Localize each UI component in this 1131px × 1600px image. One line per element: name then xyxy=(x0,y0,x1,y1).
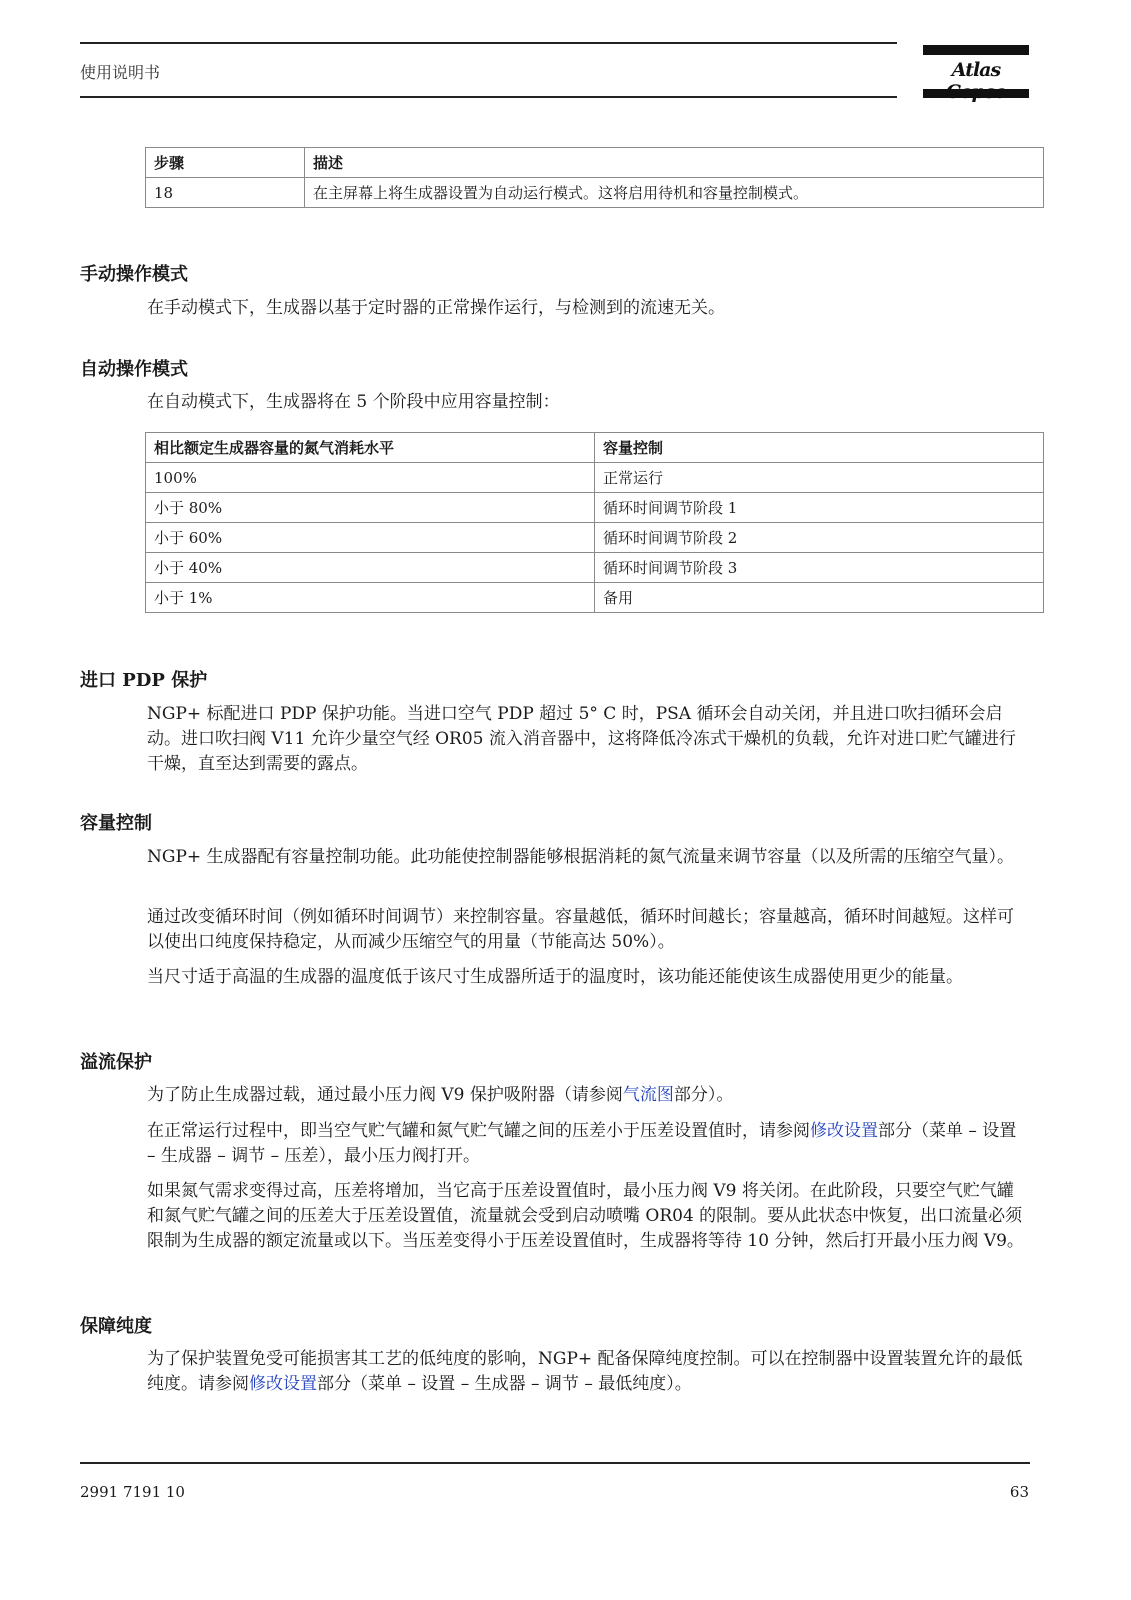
column-header-description: 描述 xyxy=(305,148,1044,178)
section-heading-capacity-control: 容量控制 xyxy=(80,813,152,834)
section-heading-inlet-pdp: 进口 PDP 保护 xyxy=(80,670,208,691)
header-rule-top xyxy=(80,42,897,44)
overflow-paragraph-2 xyxy=(147,1119,1029,1169)
table-row xyxy=(146,523,1044,553)
table-header-row xyxy=(146,433,1044,463)
column-header-consumption-level: 相比额定生成器容量的氮气消耗水平 xyxy=(146,433,595,463)
table-row xyxy=(146,583,1044,613)
capacity-control: 循环时间调节阶段 1 xyxy=(595,493,1044,523)
capacity-control: 备用 xyxy=(595,583,1044,613)
consumption-level: 100% xyxy=(146,463,595,493)
table-row xyxy=(146,493,1044,523)
overflow-paragraph-3: 如果氮气需求变得过高，压差将增加，当它高于压差设置值时，最小压力阀 V9 将关闭。在此阶段，只要空气贮气罐和氮气贮气罐之间的压差大于压差设置值，流量就会受到启动喷嘴 OR04 的限制。要从此状态中恢复，出口流量必须限制为生成器的额定流量或以下。当压差变得小于压差设置值时，生成器将等待 10 分钟，然后打开最小压力阀 V9。 xyxy=(147,1181,1024,1251)
table-row xyxy=(146,178,1044,208)
purity-text-part: 部分（菜单 – 设置 – 生成器 – 调节 – 最低纯度）。 xyxy=(317,1374,692,1394)
manual-mode-text: 在手动模式下，生成器以基于定时器的正常操作运行，与检测到的流速无关。 xyxy=(147,298,725,318)
consumption-level: 小于 80% xyxy=(146,493,595,523)
overflow-text-part: 部分（菜单 – 设置 – 生成器 – 调节 – 压差），最小压力阀打开。 xyxy=(147,1121,1017,1166)
atlas-copco-logo xyxy=(923,45,1029,99)
overflow-text-part: 在正常运行过程中，即当空气贮气罐和氮气贮气罐之间的压差小于压差设置值时，请参阅 xyxy=(147,1121,810,1141)
logo-bar-top xyxy=(923,45,1029,55)
consumption-level: 小于 1% xyxy=(146,583,595,613)
capacity-control-paragraph-3: 当尺寸适于高温的生成器的温度低于该尺寸生成器所适于的温度时，该功能还能使该生成器使用更少的能量。 xyxy=(147,967,963,987)
capacity-control: 正常运行 xyxy=(595,463,1044,493)
table-row xyxy=(146,463,1044,493)
capacity-control: 循环时间调节阶段 2 xyxy=(595,523,1044,553)
page-number: 63 xyxy=(1009,1483,1029,1501)
section-heading-manual-mode: 手动操作模式 xyxy=(80,264,188,285)
footer-rule xyxy=(80,1462,1030,1464)
logo-bar-bottom xyxy=(923,89,1029,98)
logo-text: Atlas xyxy=(951,59,1001,81)
modify-settings-link[interactable]: 修改设置 xyxy=(810,1121,878,1141)
overflow-text-part: 为了防止生成器过载，通过最小压力阀 V9 保护吸附器（请参阅 xyxy=(147,1085,623,1105)
steps-table xyxy=(145,147,1044,208)
step-number: 18 xyxy=(146,178,305,208)
capacity-control-paragraph-2: 通过改变循环时间（例如循环时间调节）来控制容量。容量越低，循环时间越长；容量越高，循环时间越短。这样可以使出口纯度保持稳定，从而减少压缩空气的用量（节能高达 50%）。 xyxy=(147,907,1014,952)
auto-mode-text: 在自动模式下，生成器将在 5 个阶段中应用容量控制： xyxy=(147,392,560,412)
overflow-paragraph-1 xyxy=(147,1083,1029,1108)
column-header-step: 步骤 xyxy=(146,148,305,178)
section-heading-guaranteed-purity: 保障纯度 xyxy=(80,1316,152,1337)
modify-settings-link[interactable]: 修改设置 xyxy=(249,1374,317,1394)
capacity-control-paragraph-1: NGP+ 生成器配有容量控制功能。此功能使控制器能够根据消耗的氮气流量来调节容量（以及所需的压缩空气量）。 xyxy=(147,847,1015,867)
airflow-diagram-link[interactable]: 气流图 xyxy=(622,1085,674,1105)
document-number: 2991 7191 10 xyxy=(80,1483,185,1501)
capacity-control: 循环时间调节阶段 3 xyxy=(595,553,1044,583)
purity-paragraph xyxy=(147,1347,1029,1397)
document-title: 使用说明书 xyxy=(80,63,161,82)
inlet-pdp-text: NGP+ 标配进口 PDP 保护功能。当进口空气 PDP 超过 5° C 时，PSA 循环会自动关闭，并且进口吹扫循环会启动。进口吹扫阀 V11 允许少量空气经 OR05 流入消音器中，这将降低冷冻式干燥机的负载，允许对进口贮气罐进行干燥，直至达到需要的露点。 xyxy=(147,704,1016,774)
consumption-level: 小于 60% xyxy=(146,523,595,553)
consumption-level: 小于 40% xyxy=(146,553,595,583)
table-row xyxy=(146,553,1044,583)
column-header-capacity-control: 容量控制 xyxy=(595,433,1044,463)
section-heading-overflow-protection: 溢流保护 xyxy=(80,1052,152,1073)
capacity-control-table xyxy=(145,432,1044,613)
table-header-row xyxy=(146,148,1044,178)
overflow-text-part: 部分）。 xyxy=(673,1085,734,1105)
header-rule-bottom xyxy=(80,96,897,98)
step-description: 在主屏幕上将生成器设置为自动运行模式。这将启用待机和容量控制模式。 xyxy=(305,178,1044,208)
purity-text-part: 为了保护装置免受可能损害其工艺的低纯度的影响，NGP+ 配备保障纯度控制。可以在控制器中设置装置允许的最低纯度。请参阅 xyxy=(147,1349,1023,1394)
section-heading-auto-mode: 自动操作模式 xyxy=(80,359,188,380)
